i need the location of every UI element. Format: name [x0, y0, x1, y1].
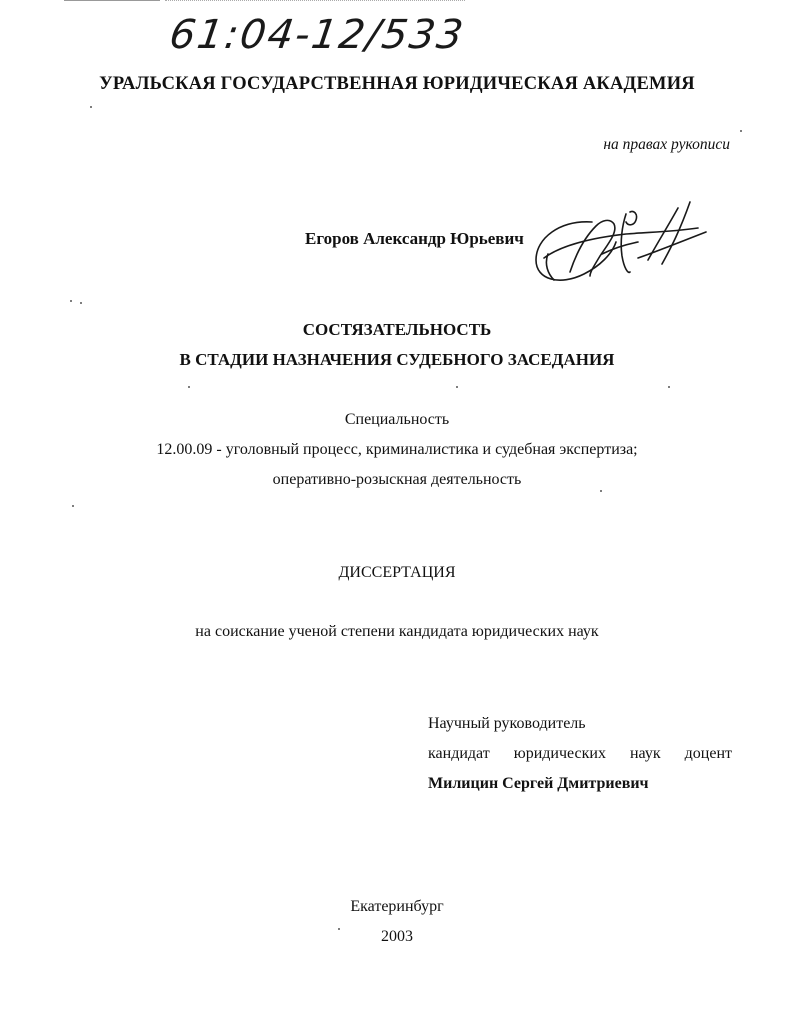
scan-speck — [338, 928, 340, 930]
specialty-code-line: 12.00.09 - уголовный процесс, криминалистика и судебная экспертиза; — [156, 441, 638, 458]
supervisor-credentials — [428, 745, 732, 775]
scan-speck — [70, 300, 72, 302]
scan-speck — [188, 386, 190, 388]
credential-word: кандидат — [428, 745, 490, 762]
manuscript-rights-note: на правах рукописи — [603, 136, 730, 153]
degree-line: на соискание ученой степени кандидата юридических наук — [195, 623, 599, 640]
dissertation-title-line-1: СОСТЯЗАТЕЛЬНОСТЬ — [302, 320, 492, 339]
year: 2003 — [381, 928, 413, 945]
credential-word: доцент — [684, 745, 732, 762]
supervisor-block — [428, 715, 732, 805]
scan-speck — [740, 130, 742, 132]
supervisor-name: Милицин Сергей Дмитриевич — [428, 775, 649, 792]
document-type: ДИССЕРТАЦИЯ — [338, 564, 456, 581]
scan-speck — [668, 386, 670, 388]
supervisor-role: Научный руководитель — [428, 715, 586, 732]
scan-edge-mark — [64, 0, 160, 4]
specialty-label: Специальность — [344, 411, 450, 428]
scan-speck — [456, 386, 458, 388]
author-name: Егоров Александр Юрьевич — [305, 229, 524, 248]
scan-speck — [80, 302, 82, 304]
specialty-continuation-line: оперативно-розыскная деятельность — [272, 471, 522, 488]
credential-word: наук — [629, 745, 661, 762]
signature-image — [530, 198, 710, 290]
scan-edge-dots — [165, 0, 465, 3]
scan-speck — [90, 106, 92, 108]
city: Екатеринбург — [350, 898, 444, 915]
dissertation-title-line-2: В СТАДИИ НАЗНАЧЕНИЯ СУДЕБНОГО ЗАСЕДАНИЯ — [179, 350, 615, 369]
institution-name: УРАЛЬСКАЯ ГОСУДАРСТВЕННАЯ ЮРИДИЧЕСКАЯ АКАДЕМИЯ — [99, 74, 695, 94]
credential-word: юридических — [513, 745, 606, 762]
registration-number: 61:04-12/533 — [166, 12, 468, 58]
scan-speck — [72, 505, 74, 507]
scan-speck — [600, 490, 602, 492]
